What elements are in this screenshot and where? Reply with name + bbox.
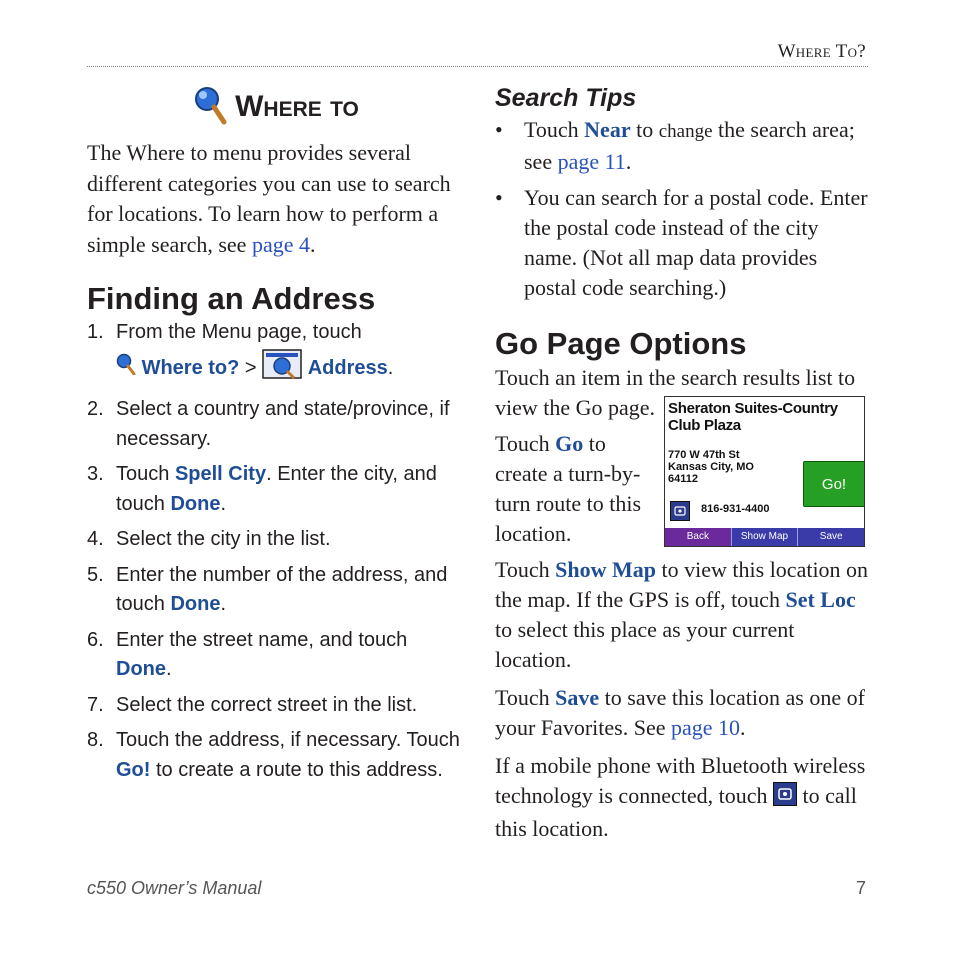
footer-manual-title: c550 Owner’s Manual xyxy=(87,878,262,898)
where-to-heading: Where to xyxy=(235,90,359,123)
address-icon xyxy=(262,348,302,390)
go-page-p4: Touch Save to save this location as one of your Favorites. See page 10. xyxy=(495,685,865,740)
done-ref: Done xyxy=(170,593,221,615)
go-page-p2: Touch Go to create a turn-by-turn route to this location. xyxy=(495,431,642,546)
spell-city-ref: Spell City xyxy=(174,463,267,485)
list-item: 5. Enter the number of the address, and touch Done. xyxy=(87,563,448,615)
place-name: Sheraton Suites-Country Club Plaza xyxy=(668,400,838,434)
list-item: 2. Select a country and state/province, if necessary. xyxy=(87,398,450,450)
page-11-link[interactable]: page 11 xyxy=(557,149,626,174)
go-page-p3: Touch Show Map to view this location on the map. If the GPS is off, touch Set Loc to select this place as your current location. xyxy=(495,557,869,672)
go-page-p1: Touch an item in the search results list to view the Go page. xyxy=(495,365,856,420)
where-to-button-ref: Where to? xyxy=(141,356,240,379)
done-ref: Done xyxy=(116,658,166,680)
magnifier-icon xyxy=(193,85,227,130)
phone-number: 816-931-4400 xyxy=(701,503,770,515)
header-rule xyxy=(87,66,868,67)
list-item: 7. Select the correct street in the list. xyxy=(87,693,418,716)
list-item: 3. Touch Spell City. Enter the city, and touch Done. xyxy=(87,463,437,515)
finding-address-steps xyxy=(87,318,465,785)
list-item: • Touch Near to change the search area; see page 11. xyxy=(495,117,855,174)
go-page-p5: If a mobile phone with Bluetooth wireless technology is connected, touch to call this location. xyxy=(495,753,866,841)
list-item: 1. From the Menu page, touch Where to? > Address. xyxy=(87,318,465,389)
go-ref: Go! xyxy=(116,758,151,781)
device-button-bar xyxy=(665,528,864,546)
save-ref: Save xyxy=(555,685,600,710)
place-address: 770 W 47th St Kansas City, MO 64112 xyxy=(668,449,754,485)
list-item: 4. Select the city in the list. xyxy=(87,528,331,550)
go-page-heading: Go Page Options xyxy=(495,326,747,361)
phone-icon xyxy=(773,782,797,814)
show-map-ref: Show Map xyxy=(555,557,657,582)
save-button[interactable]: Save xyxy=(797,528,864,546)
near-ref: Near xyxy=(584,117,631,142)
show-map-button[interactable]: Show Map xyxy=(731,528,798,546)
search-tips-heading: Search Tips xyxy=(495,84,637,112)
go-ref: Go xyxy=(555,431,584,456)
go-page-screenshot xyxy=(664,396,865,547)
page-4-link[interactable]: page 4 xyxy=(251,231,310,257)
list-item: 6. Enter the street name, and touch Done. xyxy=(87,628,408,680)
running-head: Where To? xyxy=(777,41,866,62)
where-to-title xyxy=(87,84,465,130)
page-10-link[interactable]: page 10 xyxy=(670,715,740,740)
finding-address-heading: Finding an Address xyxy=(87,281,376,316)
phone-icon[interactable] xyxy=(670,501,690,521)
set-loc-ref: Set Loc xyxy=(785,587,856,612)
magnifier-icon xyxy=(116,353,136,385)
list-item: 8. Touch the address, if necessary. Touch Go! to create a route to this address. xyxy=(87,729,460,781)
done-ref: Done xyxy=(170,492,221,515)
list-item: • You can search for a postal code. Enter the postal code instead of the city name. (Not all map data provides postal code searching.) xyxy=(495,185,868,300)
left-column xyxy=(87,84,465,785)
footer-page-number: 7 xyxy=(855,878,866,898)
search-tips-list xyxy=(495,115,875,303)
go-button[interactable]: Go! xyxy=(803,461,865,507)
where-to-intro: The Where to menu provides several different categories you can use to search for locations. To learn how to perform a simple search, see page 4. xyxy=(87,140,451,257)
back-button[interactable]: Back xyxy=(665,528,731,546)
address-button-ref: Address xyxy=(307,356,388,379)
